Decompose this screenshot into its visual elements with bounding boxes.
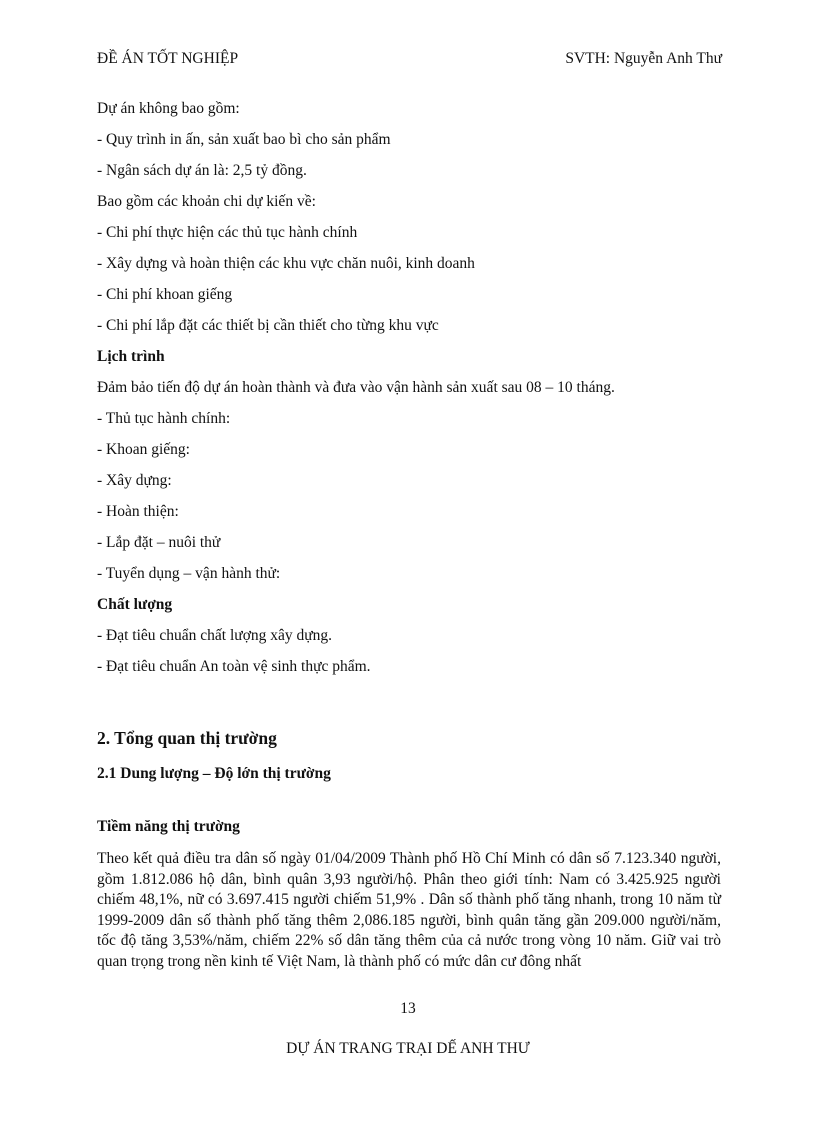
section-title: 2. Tổng quan thị trường	[97, 728, 277, 748]
body-line: - Chi phí khoan giếng	[97, 286, 233, 303]
body-line: - Tuyển dụng – vận hành thử:	[97, 565, 281, 582]
body-line: - Quy trình in ấn, sản xuất bao bì cho sản phẩm	[97, 131, 391, 148]
body-line: - Xây dựng:	[97, 472, 172, 489]
body-line: - Khoan giếng:	[97, 441, 190, 458]
body-line: - Chi phí lắp đặt các thiết bị cần thiết cho từng khu vực	[97, 317, 439, 334]
page-number: 13	[400, 1000, 416, 1017]
header-right-text: SVTH: Nguyễn Anh Thư	[565, 50, 722, 67]
heading-quality: Chất lượng	[97, 596, 173, 613]
header-left-text: ĐỀ ÁN TỐT NGHIỆP	[97, 50, 239, 67]
body-line: Đảm bảo tiến độ dự án hoàn thành và đưa vào vận hành sản xuất sau 08 – 10 tháng.	[97, 379, 615, 396]
body-line: - Đạt tiêu chuẩn chất lượng xây dựng.	[97, 627, 333, 644]
body-line: - Thủ tục hành chính:	[97, 410, 231, 427]
body-line: - Chi phí thực hiện các thủ tục hành chính	[97, 224, 358, 241]
heading-schedule: Lịch trình	[97, 348, 165, 365]
body-line: - Lắp đặt – nuôi thử	[97, 534, 221, 551]
topic-title: Tiềm năng thị trường	[97, 818, 240, 835]
body-line: - Ngân sách dự án là: 2,5 tỷ đồng.	[97, 162, 307, 179]
body-line: - Hoàn thiện:	[97, 503, 179, 520]
body-line: Bao gồm các khoản chi dự kiến về:	[97, 193, 316, 210]
footer-title: DỰ ÁN TRANG TRẠI DẾ ANH THƯ	[286, 1040, 530, 1057]
body-line: - Xây dựng và hoàn thiện các khu vực chăn nuôi, kinh doanh	[97, 255, 475, 272]
market-paragraph: Theo kết quả điều tra dân số ngày 01/04/2009 Thành phố Hồ Chí Minh có dân số 7.123.340 người, gồm 1.812.086 hộ dân, bình quân 3,93 người/hộ. Phân theo giới tính: Nam có 3.425.925 người chiếm 48,1%, nữ có 3.697.415 người chiếm 51,9% . Dân số thành phố tăng nhanh, trong 10 năm từ 1999-2009 dân số thành phố tăng thêm 2,086.185 người, bình quân tăng gần 209.000 người/năm, tốc độ tăng 3,53%/năm, chiếm 22% số dân tăng thêm của cả nước trong vòng 10 năm. Giữ vai trò quan trọng trong nền kinh tế Việt Nam, là thành phố có mức dân cư đông nhất	[97, 850, 721, 970]
body-line: Dự án không bao gồm:	[97, 100, 240, 117]
subsection-title: 2.1 Dung lượng – Độ lớn thị trường	[97, 765, 331, 782]
body-line: - Đạt tiêu chuẩn An toàn vệ sinh thực phẩm.	[97, 658, 371, 675]
